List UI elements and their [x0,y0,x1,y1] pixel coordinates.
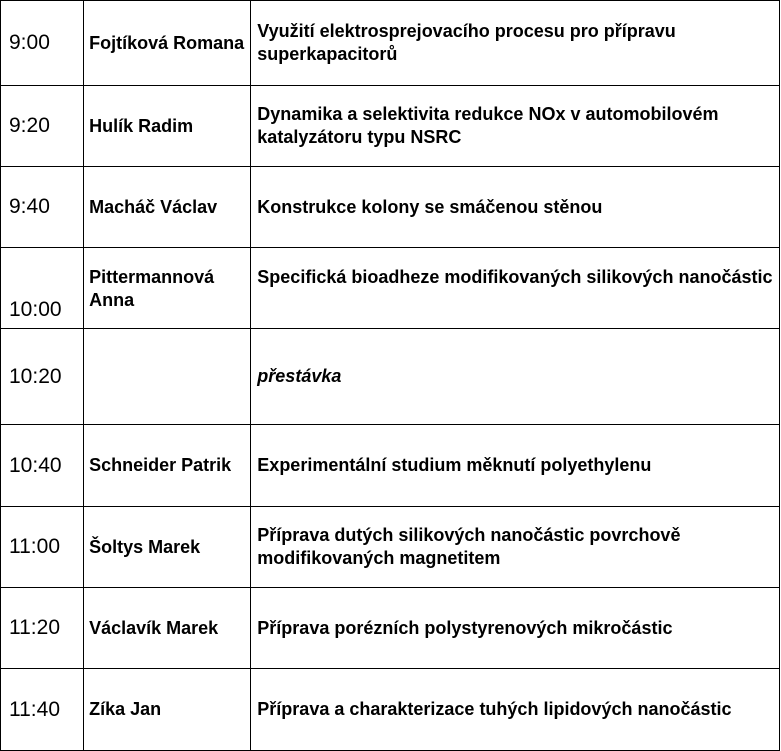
speaker-cell: Macháč Václav [84,167,251,248]
table-row [1,329,780,425]
table-row [1,1,780,86]
break-cell: přestávka [251,329,780,425]
time-cell: 11:40 [1,669,84,751]
speaker-cell: Zíka Jan [84,669,251,751]
time-cell: 9:20 [1,86,84,167]
talk-title-cell: Příprava dutých silikových nanočástic povrchově modifikovaných magnetitem [251,507,780,588]
time-cell: 9:40 [1,167,84,248]
speaker-cell: Šoltys Marek [84,507,251,588]
time-cell: 10:20 [1,329,84,425]
talk-title-cell: Příprava porézních polystyrenových mikročástic [251,588,780,669]
table-row [1,588,780,669]
speaker-cell: Fojtíková Romana [84,1,251,86]
table-row [1,248,780,329]
talk-title-cell: Konstrukce kolony se smáčenou stěnou [251,167,780,248]
talk-title-cell: Využití elektrosprejovacího procesu pro přípravu superkapacitorů [251,1,780,86]
time-cell: 9:00 [1,1,84,86]
time-cell: 10:00 [1,248,84,329]
table-row [1,86,780,167]
table-row [1,669,780,751]
table-row [1,507,780,588]
talk-title-cell: Experimentální studium měknutí polyethylenu [251,425,780,507]
table-row [1,425,780,507]
time-cell: 10:40 [1,425,84,507]
talk-title-cell: Příprava a charakterizace tuhých lipidových nanočástic [251,669,780,751]
speaker-cell [84,329,251,425]
time-cell: 11:20 [1,588,84,669]
talk-title-cell: Specifická bioadheze modifikovaných silikových nanočástic [251,248,780,329]
table-row [1,167,780,248]
time-cell: 11:00 [1,507,84,588]
speaker-cell: Pittermannová Anna [84,248,251,329]
speaker-cell: Hulík Radim [84,86,251,167]
speaker-cell: Václavík Marek [84,588,251,669]
speaker-cell: Schneider Patrik [84,425,251,507]
talk-title-cell: Dynamika a selektivita redukce NOx v automobilovém katalyzátoru typu NSRC [251,86,780,167]
